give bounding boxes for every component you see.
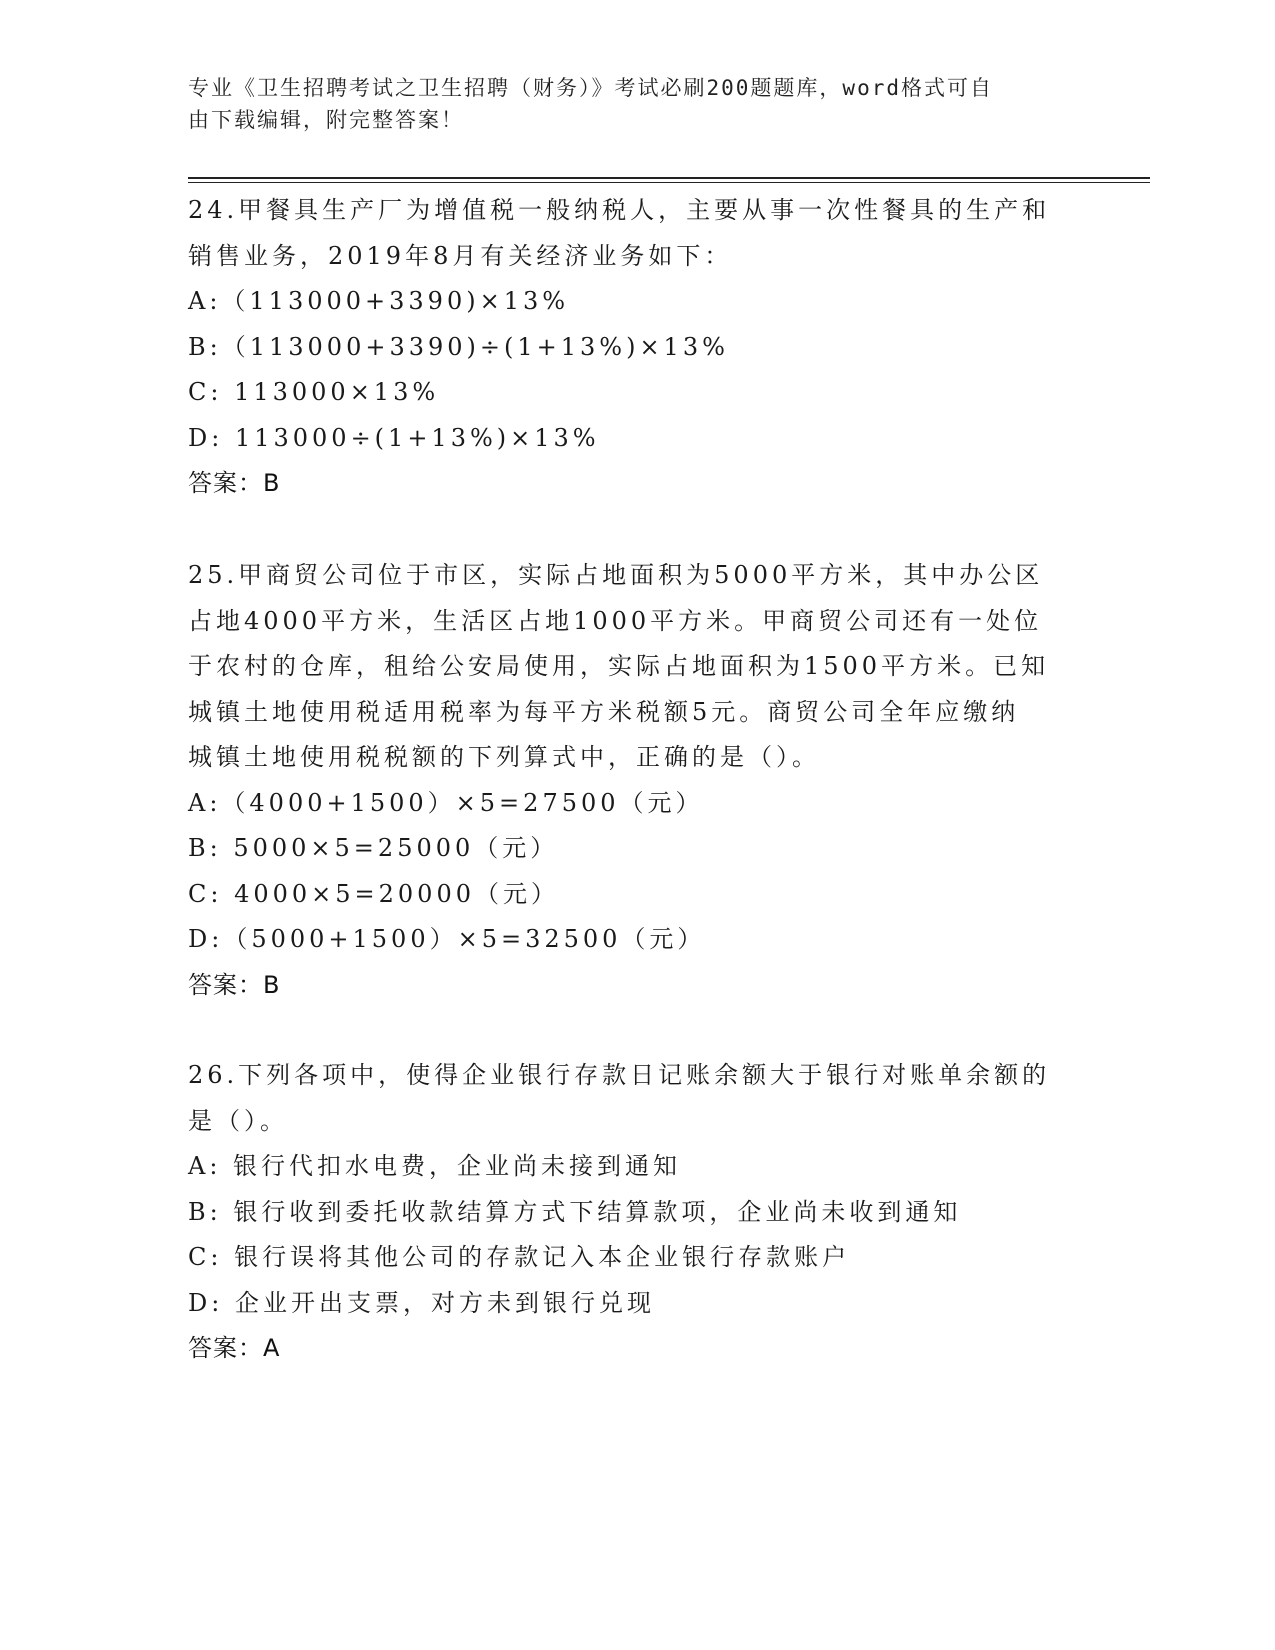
- document-header: [188, 72, 1068, 136]
- option-a: A:（4000+1500）×5=27500（元）: [188, 788, 704, 817]
- option-d: D: 企业开出支票，对方未到银行兑现: [188, 1288, 655, 1317]
- option-b: B: 银行收到委托收款结算方式下结算款项，企业尚未收到通知: [188, 1197, 962, 1226]
- option-a: A:（113000+3390)×13%: [188, 287, 570, 315]
- question-text-line: 24.甲餐具生产厂为增值税一般纳税人，主要从事一次性餐具的生产和: [188, 196, 1051, 224]
- header-line-2: 由下载编辑，附完整答案！: [188, 108, 464, 132]
- question-24: [188, 188, 1068, 507]
- option-b: B: 5000×5=25000（元）: [188, 834, 559, 862]
- option-c: C: 银行误将其他公司的存款记入本企业银行存款账户: [188, 1243, 851, 1271]
- option-c: C: 113000×13%: [188, 378, 440, 406]
- header-divider-thick: [188, 177, 1150, 179]
- question-text-line: 于农村的仓库，租给公安局使用，实际占地面积为1500平方米。已知: [188, 652, 1050, 680]
- question-text-line: 26.下列各项中，使得企业银行存款日记账余额大于银行对账单余额的: [188, 1061, 1051, 1089]
- question-text-line: 城镇土地使用税适用税率为每平方米税额5元。商贸公司全年应缴纳: [188, 697, 1020, 726]
- header-line-1: 专业《卫生招聘考试之卫生招聘（财务）》考试必刷200题题库，word格式可自: [188, 76, 993, 100]
- header-divider-thin: [188, 182, 1150, 183]
- question-text-line: 销售业务，2019年8月有关经济业务如下：: [188, 241, 733, 270]
- option-b: B:（113000+3390)÷(1+13%)×13%: [188, 332, 729, 361]
- option-d: D: 113000÷(1+13%)×13%: [188, 423, 600, 452]
- answer: 答案：B: [188, 469, 281, 497]
- question-26: [188, 1053, 1068, 1372]
- question-text-line: 25.甲商贸公司位于市区，实际占地面积为5000平方米，其中办公区: [188, 561, 1044, 589]
- question-text-line: 占地4000平方米，生活区占地1000平方米。甲商贸公司还有一处位: [188, 606, 1043, 635]
- option-c: C: 4000×5=20000（元）: [188, 879, 559, 908]
- question-text-line: 是（）。: [188, 1106, 288, 1135]
- answer: 答案：A: [188, 1334, 281, 1362]
- question-text-line: 城镇土地使用税税额的下列算式中，正确的是（）。: [188, 743, 820, 771]
- question-25: [188, 553, 1068, 1008]
- answer: 答案：B: [188, 970, 281, 999]
- option-d: D:（5000+1500）×5=32500（元）: [188, 925, 706, 953]
- option-a: A: 银行代扣水电费，企业尚未接到通知: [188, 1152, 682, 1180]
